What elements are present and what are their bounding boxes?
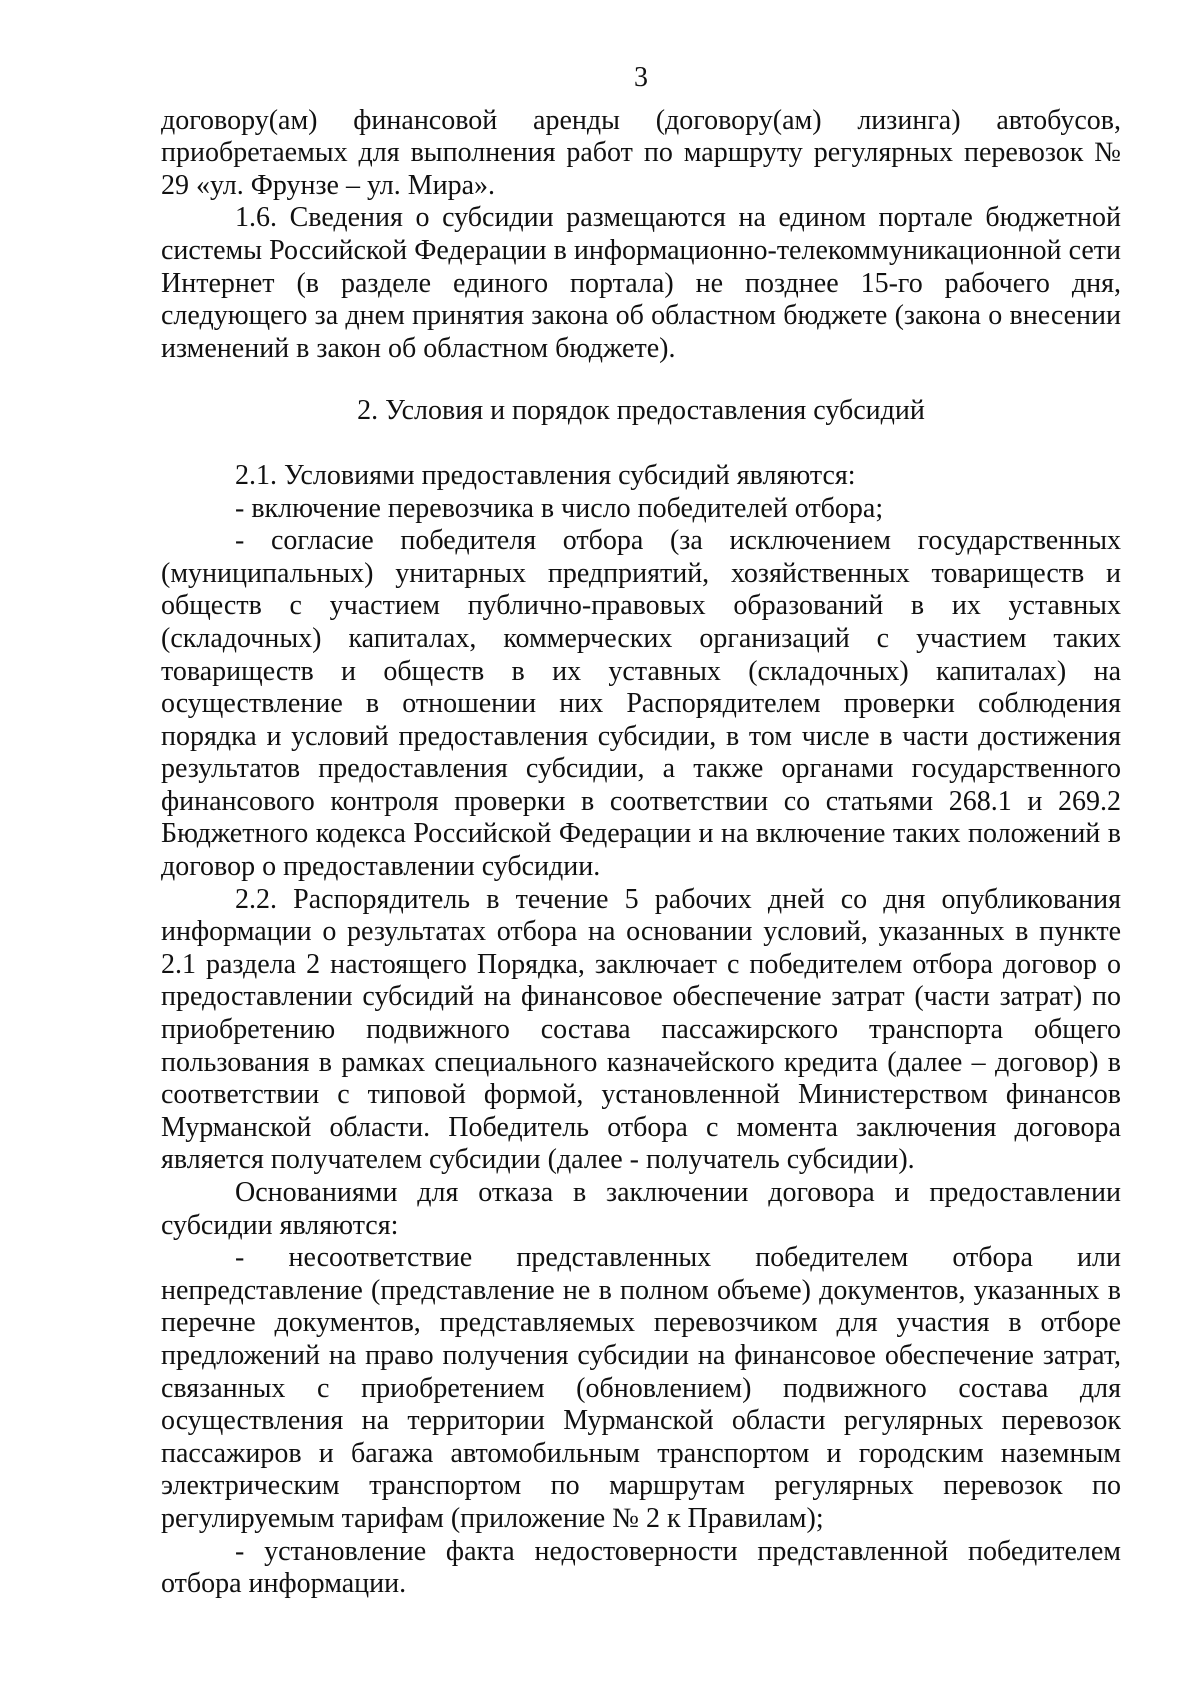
paragraph-2-2: 2.2. Распорядитель в течение 5 рабочих дней со дня опубликования информации о результатах отбора на основании условий, указанных в пункте 2.1 раздела 2 настоящего Порядка, заключает с победителем отбора договор о предоставлении субсидий на финансовое обеспечение затрат (части затрат) по приобретению подвижного состава пассажирского транспорта общего пользования в рамках специального казначейского кредита (далее – договор) в соответствии с типовой формой, установленной Министерством финансов Мурманской области. Победитель отбора с момента заключения договора является получателем субсидии (далее - получатель субсидии).	[161, 883, 1121, 1176]
paragraph-1-6: 1.6. Сведения о субсидии размещаются на едином портале бюджетной системы Российской Федерации в информационно-телекоммуникационной сети Интернет (в разделе единого портала) не позднее 15-го рабочего дня, следующего за днем принятия закона об областном бюджете (закона о внесении изменений в закон об областном бюджете).	[161, 202, 1121, 364]
paragraph-lease-continuation: договору(ам) финансовой аренды (договору(ам) лизинга) автобусов, приобретаемых для выполнения работ по маршруту регулярных перевозок № 29 «ул. Фрунзе – ул. Мира».	[161, 104, 1121, 201]
document-page	[161, 62, 1121, 1601]
condition-item-consent: - согласие победителя отбора (за исключением государственных (муниципальных) унитарных предприятий, хозяйственных товариществ и обществ с участием публично-правовых образований в их уставных (складочных) капиталах, коммерческих организаций с участием таких товариществ и обществ в их уставных (складочных) капиталах) на осуществление в отношении них Распорядителем проверки соблюдения порядка и условий предоставления субсидии, в том числе в части достижения результатов предоставления субсидии, а также органами государственного финансового контроля проверки в соответствии со статьями 268.1 и 269.2 Бюджетного кодекса Российской Федерации и на включение таких положений в договор о предоставлении субсидии.	[161, 525, 1121, 883]
refusal-item-inaccuracy: - установление факта недостоверности представленной победителем отбора информации.	[161, 1535, 1121, 1600]
condition-item-inclusion: - включение перевозчика в число победителей отбора;	[235, 492, 884, 524]
paragraph-refusal-grounds: Основаниями для отказа в заключении договора и предоставлении субсидии являются:	[161, 1177, 1121, 1241]
page-number: 3	[634, 62, 648, 93]
paragraph-2-1: 2.1. Условиями предоставления субсидий являются:	[235, 459, 856, 491]
section-heading: 2. Условия и порядок предоставления субсидий	[357, 395, 925, 427]
refusal-item-nonconformity: - несоответствие представленных победителем отбора или непредставление (представление не в полном объеме) документов, указанных в перечне документов, представляемых перевозчиком для участия в отборе предложений на право получения субсидии на финансовое обеспечение затрат, связанных с приобретением (обновлением) подвижного состава для осуществления на территории Мурманской области регулярных перевозок пассажиров и багажа автомобильным транспортом и городским наземным электрическим транспортом по маршрутам регулярных перевозок по регулируемым тарифам (приложение № 2 к Правилам);	[161, 1242, 1121, 1534]
